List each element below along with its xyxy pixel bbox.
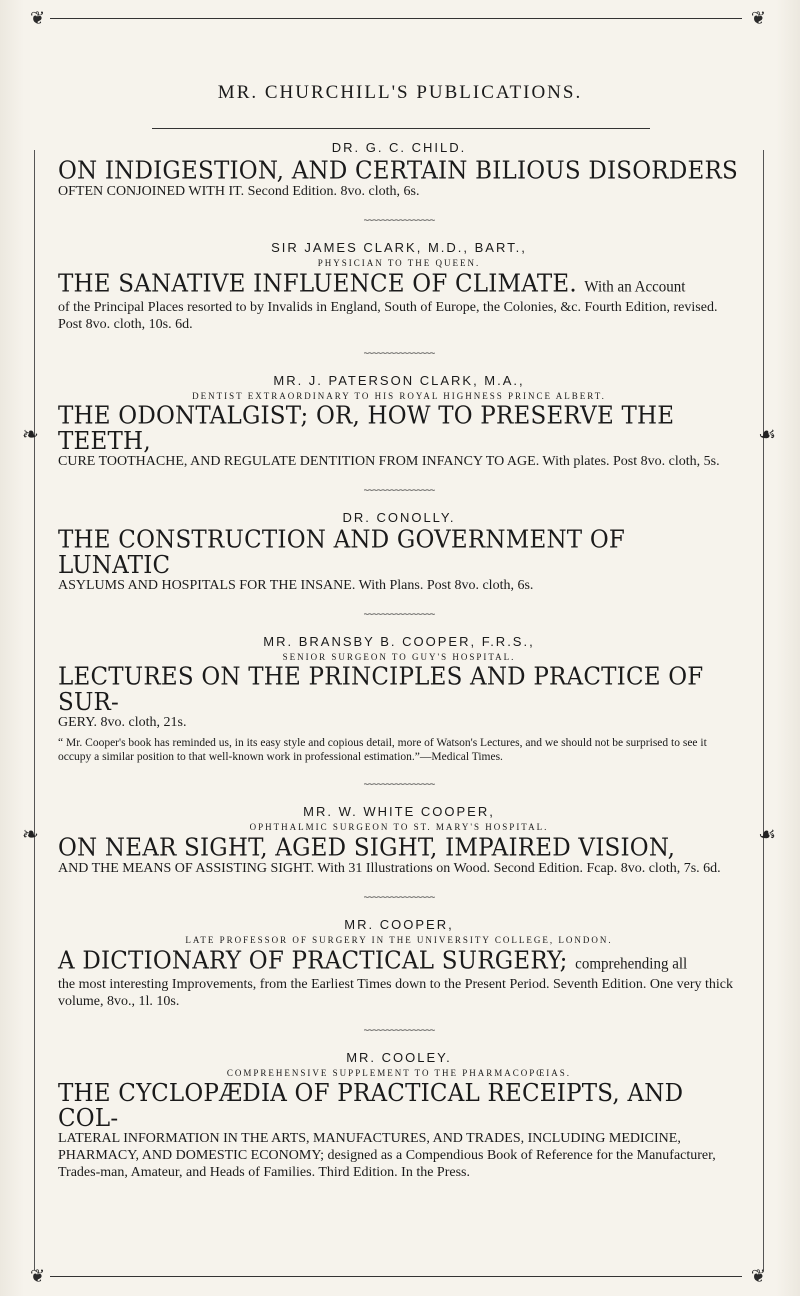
leaf-ornament-icon: ❧ xyxy=(22,822,39,846)
review-quote: “ Mr. Cooper's book has reminded us, in its easy style and copious detail, more of Watson's Lectures, and we should not be surprised to see it occupy a similar position to that well-known work in professional estimation.”—Medical Times. xyxy=(58,737,707,763)
author-title: LATE PROFESSOR OF SURGERY IN THE UNIVERSITY COLLEGE, LONDON. xyxy=(185,935,613,945)
book-title: THE ODONTALGIST; OR, HOW TO PRESERVE THE TEETH, xyxy=(58,402,675,456)
leaf-ornament-icon: ☙ xyxy=(758,822,776,846)
book-title: THE CYCLOPÆDIA OF PRACTICAL RECEIPTS, AND COL- xyxy=(58,1079,684,1133)
book-detail: OFTEN CONJOINED WITH IT. Second Edition. 8vo. cloth, 6s. xyxy=(58,184,420,199)
publication-entry xyxy=(58,634,740,764)
author-name: MR. J. PATERSON CLARK, M.A., xyxy=(273,373,525,388)
wavy-divider: ~~~~~~~~~~~~~~~~ xyxy=(363,780,435,790)
header-rule xyxy=(152,128,650,129)
fleuron-ornament-icon: ❦ xyxy=(30,8,46,29)
book-detail: GERY. 8vo. cloth, 21s. xyxy=(58,715,187,730)
publication-entry xyxy=(58,510,740,594)
book-detail: CURE TOOTHACHE, AND REGULATE DENTITION FROM INFANCY TO AGE. With plates. Post 8vo. cloth, 5s. xyxy=(58,454,720,469)
publication-entry xyxy=(58,373,740,470)
book-title-tail: comprehending all xyxy=(575,955,688,973)
book-detail: ASYLUMS AND HOSPITALS FOR THE INSANE. With Plans. Post 8vo. cloth, 6s. xyxy=(58,578,534,593)
book-title: ON INDIGESTION, AND CERTAIN BILIOUS DISORDERS xyxy=(58,157,738,185)
author-title: OPHTHALMIC SURGEON TO ST. MARY'S HOSPITAL. xyxy=(249,822,549,832)
book-title: ON NEAR SIGHT, AGED SIGHT, IMPAIRED VISION, xyxy=(58,834,676,862)
author-name: DR. CONOLLY. xyxy=(342,510,456,525)
wavy-divider: ~~~~~~~~~~~~~~~~ xyxy=(363,349,435,359)
book-detail: of the Principal Places resorted to by Invalids in England, South of Europe, the Colonies, &c. Fourth Edition, revised. Post 8vo. cloth, 10s. 6d. xyxy=(58,300,718,332)
author-name: MR. COOPER, xyxy=(344,917,454,932)
leaf-ornament-icon: ☙ xyxy=(758,422,776,446)
author-name: SIR JAMES CLARK, M.D., BART., xyxy=(271,240,527,255)
wavy-divider: ~~~~~~~~~~~~~~~~ xyxy=(363,216,435,226)
bottom-rule xyxy=(50,1276,742,1277)
author-name: MR. W. WHITE COOPER, xyxy=(303,804,495,819)
wavy-divider: ~~~~~~~~~~~~~~~~ xyxy=(363,610,435,620)
wavy-divider: ~~~~~~~~~~~~~~~~ xyxy=(363,1026,435,1036)
author-name: MR. BRANSBY B. COOPER, F.R.S., xyxy=(263,634,535,649)
book-title-tail: With an Account xyxy=(584,278,686,296)
book-title xyxy=(58,271,740,299)
author-title: PHYSICIAN TO THE QUEEN. xyxy=(317,258,481,268)
publication-entry xyxy=(58,917,740,1010)
publication-entry xyxy=(58,1050,740,1181)
book-title-text: THE SANATIVE INFLUENCE OF CLIMATE. xyxy=(58,270,577,298)
fleuron-ornament-icon: ❦ xyxy=(30,1266,46,1287)
author-name: MR. COOLEY. xyxy=(346,1050,452,1065)
right-border-rule xyxy=(763,150,764,1270)
author-title: DENTIST EXTRAORDINARY TO HIS ROYAL HIGHNESS PRINCE ALBERT. xyxy=(192,391,606,401)
publication-entry xyxy=(58,140,740,200)
top-rule xyxy=(50,18,742,19)
book-detail: AND THE MEANS OF ASSISTING SIGHT. With 31 Illustrations on Wood. Second Edition. Fcap. 8vo. cloth, 7s. 6d. xyxy=(58,861,721,876)
author-title: COMPREHENSIVE SUPPLEMENT TO THE PHARMACOPŒIAS. xyxy=(226,1068,572,1078)
publication-entry xyxy=(58,804,740,877)
book-title-text: A DICTIONARY OF PRACTICAL SURGERY; xyxy=(58,947,568,975)
wavy-divider: ~~~~~~~~~~~~~~~~ xyxy=(363,893,435,903)
author-title: SENIOR SURGEON TO GUY'S HOSPITAL. xyxy=(282,652,516,662)
book-title: LECTURES ON THE PRINCIPLES AND PRACTICE OF SUR- xyxy=(58,663,704,717)
leaf-ornament-icon: ❧ xyxy=(22,422,39,446)
fleuron-ornament-icon: ❦ xyxy=(750,1266,766,1287)
book-detail: the most interesting Improvements, from the Earliest Times down to the Present Period. Seventh Edition. One very thick volume, 8vo., 1l. 10s. xyxy=(58,977,734,1009)
book-title xyxy=(58,948,740,976)
fleuron-ornament-icon: ❦ xyxy=(750,8,766,29)
author-name: DR. G. C. CHILD. xyxy=(331,140,467,155)
wavy-divider: ~~~~~~~~~~~~~~~~ xyxy=(363,486,435,496)
book-detail: LATERAL INFORMATION IN THE ARTS, MANUFACTURES, AND TRADES, INCLUDING MEDICINE, PHARMACY, AND DOMESTIC ECONOMY; designed as a Compendious Book of Reference for the Manufacturer, Trades-man, Amateur, and Heads of Families. Third Edition. In the Press. xyxy=(58,1131,716,1180)
publications-list xyxy=(58,140,740,1181)
book-title: THE CONSTRUCTION AND GOVERNMENT OF LUNATIC xyxy=(58,526,626,580)
publisher-header: MR. CHURCHILL'S PUBLICATIONS. xyxy=(217,82,583,103)
publication-entry xyxy=(58,240,740,333)
left-border-rule xyxy=(34,150,35,1270)
